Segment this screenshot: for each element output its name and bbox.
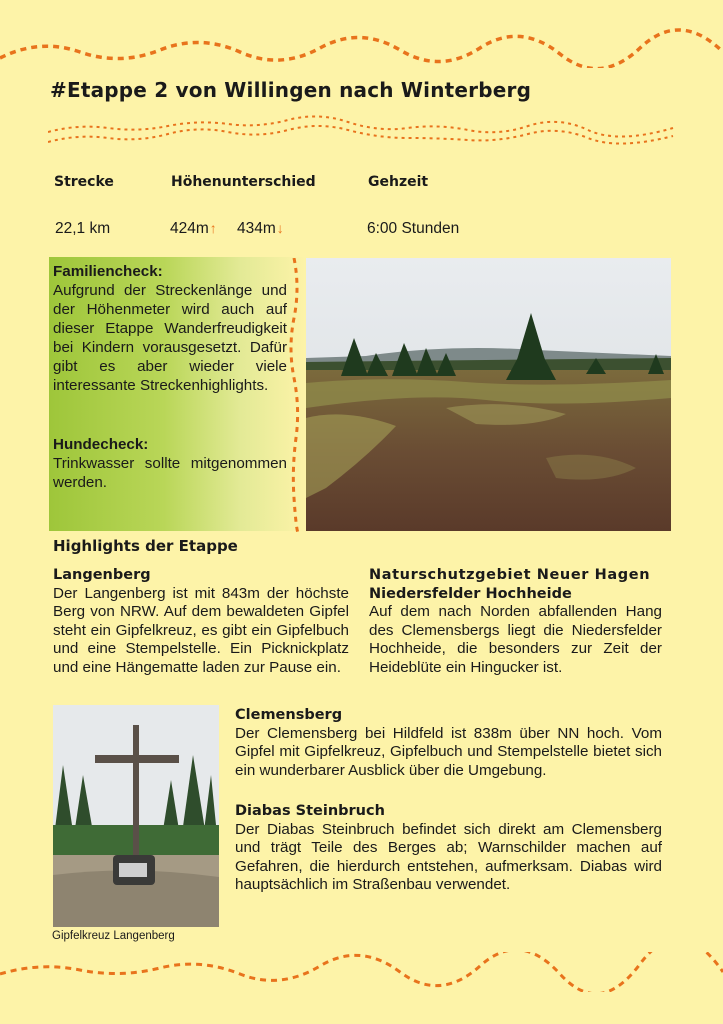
diabas-text: Der Diabas Steinbruch befindet sich direkt am Clemensberg und trägt Teile des Berges ab; Warnschilder machen auf Gefahren, die hierdurch entstehen, aufmerksam. Diabas wird hauptsächlich im Straßenbau verwendet. [235, 820, 662, 894]
ascent [170, 220, 217, 238]
time-label: Gehzeit [368, 174, 429, 190]
langenberg-section [53, 566, 349, 678]
dog-check-text: Trinkwasser sollte mitgenommen werden. [53, 455, 287, 491]
clemensberg-title: Clemensberg [235, 707, 343, 723]
highlights-heading: Highlights der Etappe [53, 537, 238, 555]
naturschutz-title-line1: Naturschutzgebiet Neuer Hagen [369, 567, 651, 583]
top-wave-decoration [0, 28, 723, 68]
family-check-heading: Familiencheck: [53, 263, 163, 280]
naturschutz-text: Auf dem nach Norden abfallenden Hang des Clemensbergs liegt die Niedersfelder Hochheide, die besonders zur Zeit der Heideblüte ein Hingucker ist. [369, 603, 662, 676]
naturschutz-section [369, 566, 662, 678]
summit-cross-photo [53, 705, 219, 927]
clemensberg-section [235, 706, 662, 780]
dog-check [53, 435, 287, 492]
descent [237, 220, 284, 238]
bottom-wave-decoration [0, 952, 723, 992]
arrow-up-icon: ↑ [209, 220, 217, 236]
elevation-label: Höhenunterschied [171, 174, 316, 190]
page-title: #Etappe 2 von Willingen nach Winterberg [50, 78, 532, 102]
distance-value: 22,1 km [55, 220, 111, 237]
diabas-title: Diabas Steinbruch [235, 803, 385, 819]
time-value: 6:00 Stunden [367, 220, 460, 237]
ascent-value: 424m [170, 220, 209, 237]
langenberg-text: Der Langenberg ist mit 843m der höchste Berg von NRW. Auf dem bewaldeten Gipfel steht ein Gipfelkreuz, es gibt ein Gipfelbuch und eine Stempelstelle. Ein Picknickplatz und eine Hängematte laden zur Pause ein. [53, 584, 349, 676]
title-wave-decoration [48, 110, 678, 150]
heathland-photo [306, 258, 671, 531]
distance-label: Strecke [54, 174, 114, 190]
photo-caption: Gipfelkreuz Langenberg [52, 930, 175, 942]
family-check-text: Aufgrund der Streckenlänge und der Höhenmeter wird auch auf dieser Etappe Wanderfreudigkeit bei Kindern vorausgesetzt. Dafür gibt es aber wieder viele interessante Streckenhighlights. [53, 282, 287, 394]
naturschutz-title-line2: Niedersfelder Hochheide [369, 585, 572, 602]
langenberg-title: Langenberg [53, 567, 151, 583]
clemensberg-text: Der Clemensberg bei Hildfeld ist 838m über NN hoch. Vom Gipfel mit Gipfelkreuz, Gipfelbuch und Stempelstelle bietet sich ein wunderbarer Ausblick über die Umgebung. [235, 724, 662, 779]
family-check [53, 262, 287, 395]
divider-dots-decoration [288, 258, 306, 533]
dog-check-heading: Hundecheck: [53, 436, 149, 453]
arrow-down-icon: ↓ [276, 220, 284, 236]
diabas-section [235, 802, 662, 895]
descent-value: 434m [237, 220, 276, 237]
